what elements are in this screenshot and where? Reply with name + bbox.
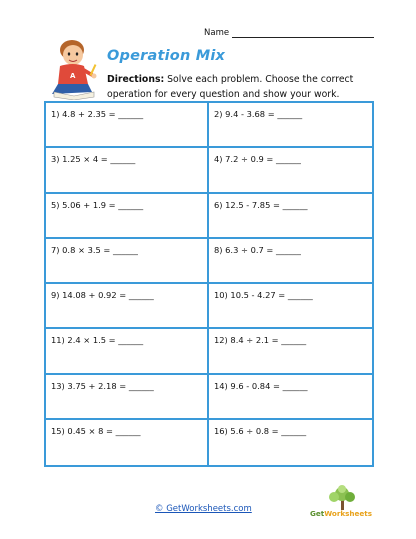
directions-label: Directions: xyxy=(107,74,165,85)
problem-cell[interactable]: 16) 5.6 ÷ 0.8 = ______ xyxy=(214,425,307,436)
name-label: Name xyxy=(204,28,230,38)
problem-cell[interactable]: 2) 9.4 - 3.68 = ______ xyxy=(209,103,372,148)
problem-cell[interactable]: 11) 2.4 × 1.5 = ______ xyxy=(46,329,209,374)
problem-cell[interactable]: 4) 7.2 ÷ 0.9 = ______ xyxy=(209,148,372,193)
problem-cell[interactable]: 15) 0.45 × 8 = ______ xyxy=(46,420,209,465)
logo-wordmark xyxy=(310,509,372,518)
problem-grid xyxy=(44,101,374,467)
problem-cell[interactable]: 12) 8.4 ÷ 2.1 = ______ xyxy=(209,329,372,374)
footer-copyright-link[interactable]: © GetWorksheets.com xyxy=(155,504,252,514)
logo-word-get: Get xyxy=(310,509,325,518)
name-field xyxy=(204,24,374,38)
problem-cell[interactable]: 10) 10.5 - 4.27 = ______ xyxy=(209,284,372,329)
problem-cell[interactable]: 3) 1.25 × 4 = ______ xyxy=(46,148,209,193)
problem-cell[interactable]: 6) 12.5 - 7.85 = ______ xyxy=(209,194,372,239)
problem-cell[interactable]: 5) 5.06 + 1.9 = ______ xyxy=(46,194,209,239)
directions-text: Solve each problem. Choose the correct operation for every question and show your work. xyxy=(107,74,354,100)
name-blank-line xyxy=(232,28,374,38)
problem-cell[interactable]: 8) 6.3 ÷ 0.7 = ______ xyxy=(209,239,372,284)
problem-cell[interactable]: 7) 0.8 × 3.5 = ______ xyxy=(46,239,209,284)
worksheet-title: Operation Mix xyxy=(107,48,226,64)
directions xyxy=(107,73,375,102)
problem-cell[interactable]: 13) 3.75 + 2.18 = ______ xyxy=(46,375,209,420)
boy-illustration-icon xyxy=(48,36,100,100)
logo-word-worksheets: Worksheets xyxy=(324,509,373,518)
problem-cell[interactable]: 9) 14.08 + 0.92 = ______ xyxy=(46,284,209,329)
tree-logo-icon xyxy=(312,484,374,526)
svg-text:A: A xyxy=(70,72,76,80)
problem-cell[interactable]: 1) 4.8 + 2.35 = ______ xyxy=(46,103,209,148)
problem-cell[interactable]: 14) 9.6 - 0.84 = ______ xyxy=(209,375,372,420)
